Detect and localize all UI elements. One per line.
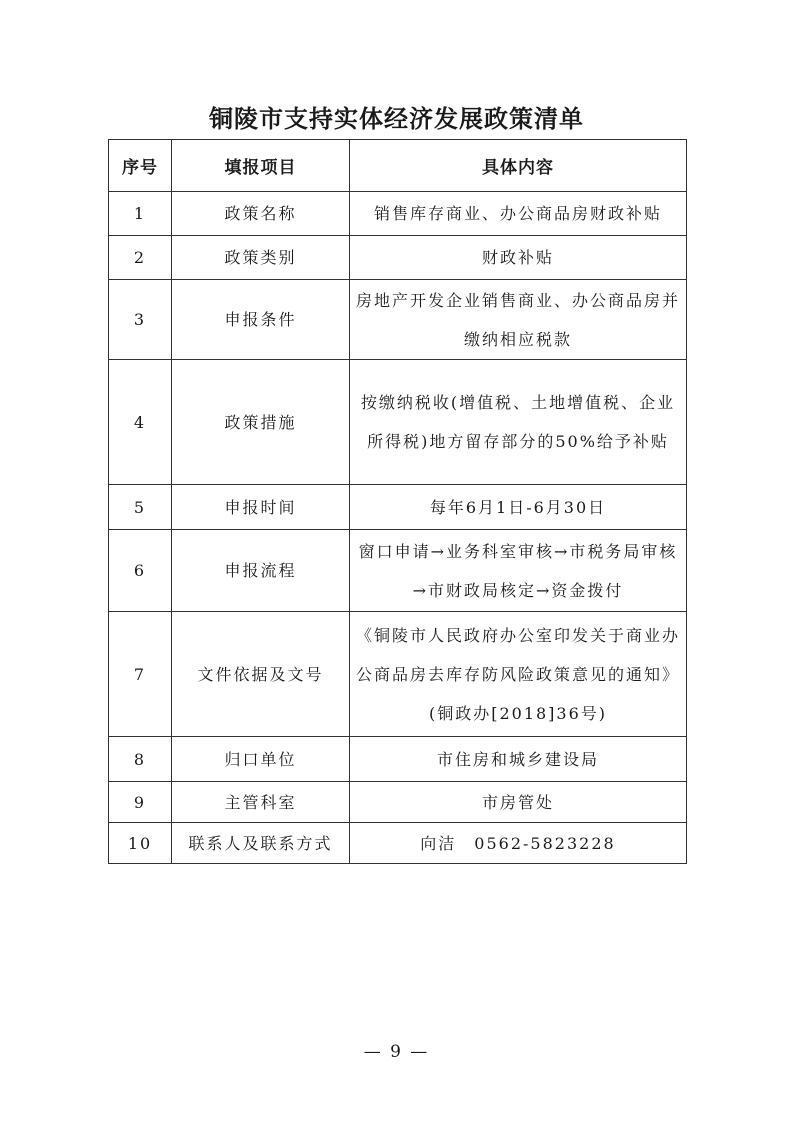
- row-item: 政策类别: [172, 236, 350, 280]
- table-row: [109, 782, 687, 823]
- row-content: 窗口申请→业务科室审核→市税务局审核→市财政局核定→资金拨付: [350, 530, 687, 612]
- header-seq: 序号: [109, 140, 172, 192]
- table-row: [109, 360, 687, 485]
- table-header-row: [109, 140, 687, 192]
- row-seq: 2: [109, 236, 172, 280]
- row-seq: 3: [109, 280, 172, 360]
- row-item: 申报时间: [172, 485, 350, 530]
- row-content: 市房管处: [350, 782, 687, 823]
- row-seq: 4: [109, 360, 172, 485]
- row-item: 申报流程: [172, 530, 350, 612]
- table-row: [109, 530, 687, 612]
- row-seq: 5: [109, 485, 172, 530]
- row-item: 文件依据及文号: [172, 612, 350, 737]
- row-content: 按缴纳税收(增值税、土地增值税、企业所得税)地方留存部分的50%给予补贴: [350, 360, 687, 485]
- row-seq: 7: [109, 612, 172, 737]
- table-row: [109, 737, 687, 782]
- page-title: 铜陵市支持实体经济发展政策清单: [209, 104, 584, 133]
- row-item: 政策名称: [172, 192, 350, 236]
- row-content: 财政补贴: [350, 236, 687, 280]
- row-item: 归口单位: [172, 737, 350, 782]
- row-item: 联系人及联系方式: [172, 823, 350, 864]
- row-content: 房地产开发企业销售商业、办公商品房并缴纳相应税款: [350, 280, 687, 360]
- row-content: 销售库存商业、办公商品房财政补贴: [350, 192, 687, 236]
- row-item: 政策措施: [172, 360, 350, 485]
- policy-table: [108, 139, 687, 864]
- page-number: — 9 —: [363, 1042, 430, 1062]
- table-row: [109, 192, 687, 236]
- row-content: 《铜陵市人民政府办公室印发关于商业办公商品房去库存防风险政策意见的通知》(铜政办[2018]36号): [350, 612, 687, 737]
- header-content: 具体内容: [350, 140, 687, 192]
- row-seq: 10: [109, 823, 172, 864]
- table-row: [109, 612, 687, 737]
- row-seq: 1: [109, 192, 172, 236]
- row-seq: 6: [109, 530, 172, 612]
- table-row: [109, 236, 687, 280]
- header-item: 填报项目: [172, 140, 350, 192]
- row-seq: 9: [109, 782, 172, 823]
- row-content: 市住房和城乡建设局: [350, 737, 687, 782]
- table-row: [109, 485, 687, 530]
- table-row: [109, 823, 687, 864]
- row-content: 每年6月1日-6月30日: [350, 485, 687, 530]
- row-seq: 8: [109, 737, 172, 782]
- row-item: 主管科室: [172, 782, 350, 823]
- row-content: 向洁 0562-5823228: [350, 823, 687, 864]
- table-row: [109, 280, 687, 360]
- row-item: 申报条件: [172, 280, 350, 360]
